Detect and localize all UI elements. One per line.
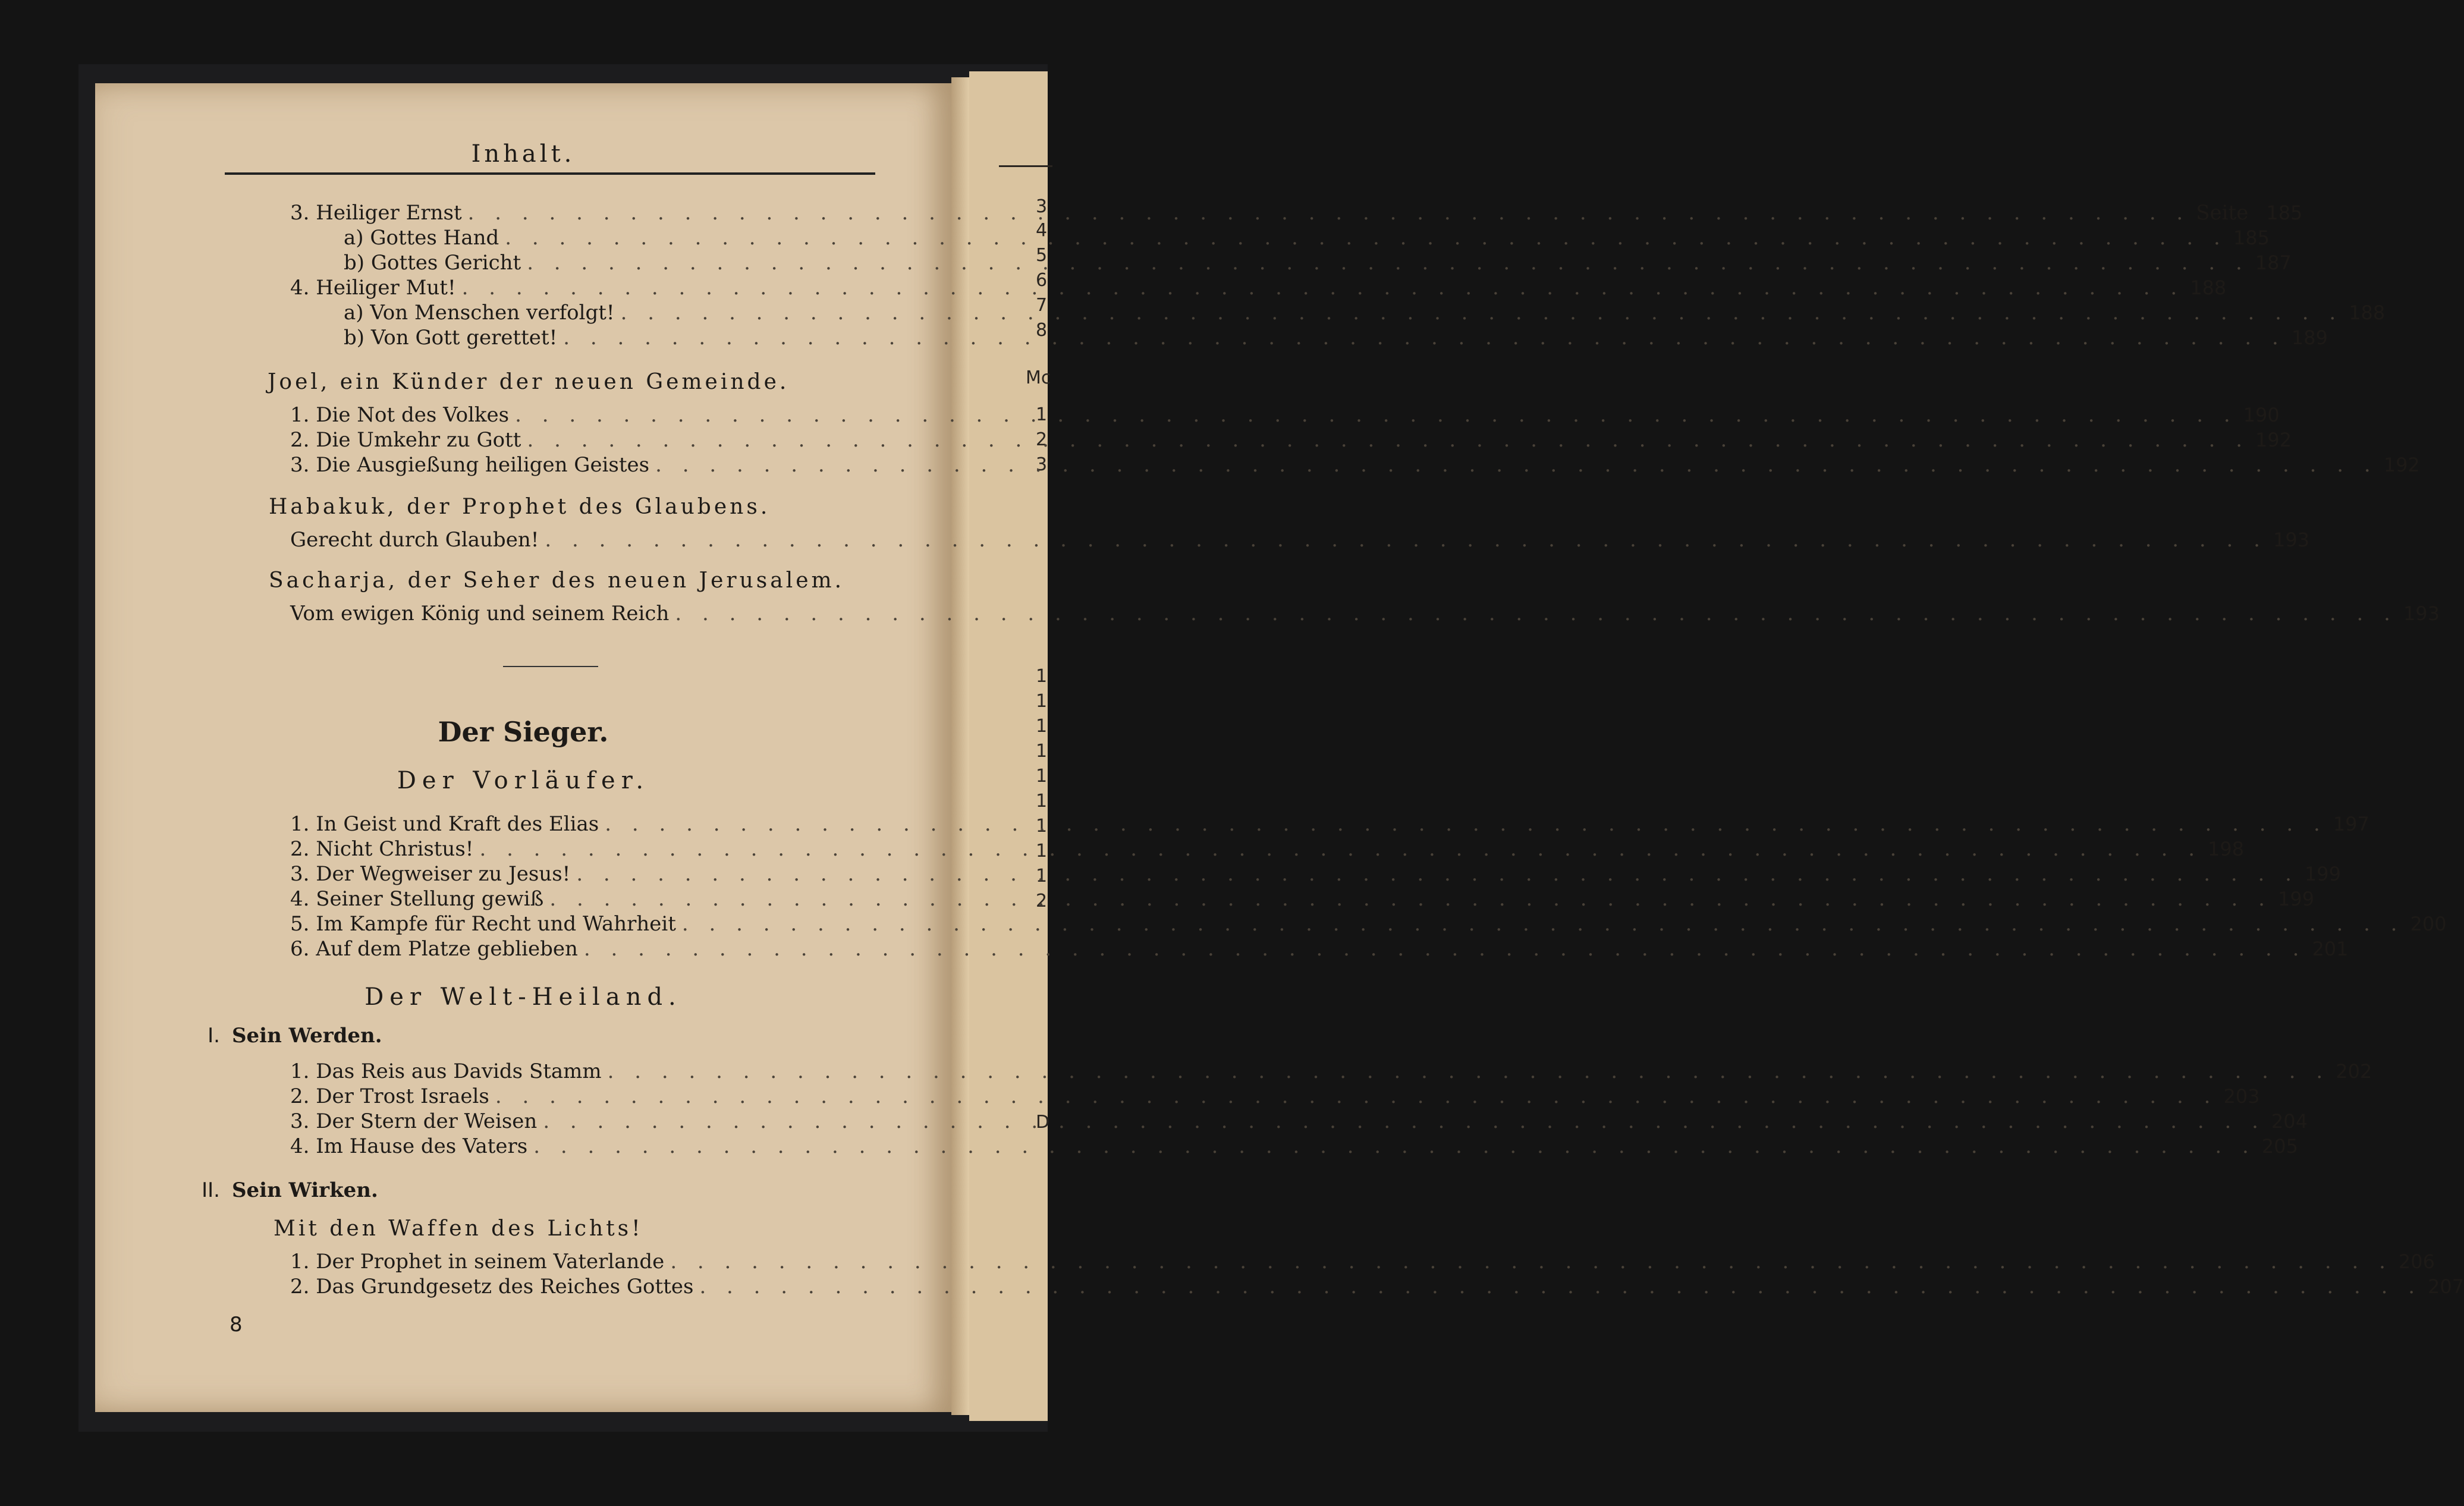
part-title: Sein Wirken. [232,1178,378,1202]
toc-entry [290,1134,2298,1158]
leader-dots [605,812,2327,836]
toc-entry-page: 185 [2233,227,2270,249]
toc-entry-label: 1. In Geist und Kraft des Elias [290,812,599,836]
toc-entry-page: 200 [2410,913,2447,935]
toc-entry [290,201,2303,225]
toc-entry-label: 3. Der Stern der Weisen [290,1109,538,1133]
toc-entry-page: 193 [2403,602,2440,625]
toc-entry-page: 187 [2255,251,2292,274]
facing-page-header-rule [999,165,1052,167]
toc-entry-label: b) Von Gott gerettet! [344,326,558,350]
toc-entry-page: 193 [2273,529,2310,551]
leader-dots [545,528,2267,552]
toc-entry-page: 204 [2271,1110,2308,1133]
header-rule [225,172,875,175]
leader-dots [655,453,2378,477]
toc-entry-label: Vom ewigen König und seinem Reich [290,602,670,625]
toc-entry [290,812,2369,836]
toc-entry-label: 2. Das Grundgesetz des Reiches Gottes [290,1275,694,1299]
toc-entry [290,1084,2260,1108]
facing-page-fragment: 1 [1036,666,1048,687]
section-heading-habakuk: Habakuk, der Prophet des Glaubens. [269,495,771,519]
toc-entry-page: 202 [2336,1060,2372,1083]
leader-dots [670,1250,2393,1274]
part-heading-werden [184,1024,382,1048]
section-heading-vorlaeufer: Der Vorläufer. [397,767,650,794]
toc-entry-page: 207 [2428,1275,2464,1298]
part-number: I. [208,1024,220,1048]
facing-page-fragment: 2 [1036,891,1048,911]
page-header: Inhalt. [471,140,576,168]
seite-label: Seite [2196,201,2249,225]
facing-page-fragment: 1 [1036,691,1048,712]
toc-entry-label: 1. Das Reis aus Davids Stamm [290,1059,602,1083]
facing-page-fragment: 1 [1036,816,1048,837]
toc-entry-page: 189 [2291,326,2328,349]
leader-dots [621,301,2343,325]
toc-entry-page: 185 [2266,202,2303,224]
toc-entry-label: 4. Seiner Stellung gewiß [290,887,544,911]
leader-dots [527,428,2249,452]
leader-dots [675,602,2397,625]
toc-entry [290,1059,2372,1083]
toc-entry-page: 188 [2349,301,2386,324]
facing-page-fragment: 3 [1036,454,1048,475]
facing-page-fragment: 6 [1036,270,1048,291]
toc-entry [290,862,2341,886]
toc-entry-page: 192 [2255,429,2292,451]
toc-entry-page: 197 [2333,813,2369,835]
toc-entry-label: b) Gottes Gericht [344,251,521,275]
toc-entry-label: 2. Nicht Christus! [290,837,474,861]
leader-dots [462,276,2185,300]
toc-entry-label: 5. Im Kampfe für Recht und Wahrheit [290,912,676,936]
section-heading-sacharja: Sacharja, der Seher des neuen Jerusalem. [269,568,845,593]
facing-page-fragment: 2 [1036,429,1048,450]
facing-page-fragment: D [1036,1112,1050,1133]
toc-entry-label: 3. Die Ausgießung heiligen Geistes [290,453,650,477]
toc-entry-label: 1. Der Prophet in seinem Vaterlande [290,1250,665,1274]
leader-dots [533,1134,2256,1158]
part-heading-wirken [184,1178,378,1202]
leader-dots [563,326,2286,350]
leader-dots [584,937,2306,961]
leader-dots [515,403,2237,427]
facing-page-fragment: 4 [1036,220,1048,241]
toc-entry-page: 203 [2223,1085,2260,1108]
toc-entry-page: 199 [2277,888,2315,910]
toc-entry-page: 201 [2312,938,2349,960]
toc-entry-page: 199 [2304,863,2341,885]
section-separator [503,666,598,667]
toc-entry-label: 2. Die Umkehr zu Gott [290,428,521,452]
section-heading-weltheiland: Der Welt-Heiland. [364,983,682,1011]
toc-entry-page: 206 [2398,1250,2435,1273]
sub-heading-waffen: Mit den Waffen des Lichts! [274,1216,643,1241]
toc-entry [344,326,2328,350]
toc-entry [290,602,2440,625]
part-number: II. [202,1178,220,1202]
facing-page-fragment: 1 [1036,716,1048,737]
toc-entry [290,428,2292,452]
leader-dots [479,837,2202,861]
toc-entry-page: 198 [2208,838,2245,860]
leader-dots [699,1275,2422,1299]
toc-entry-label: 4. Im Hause des Vaters [290,1134,528,1158]
toc-entry-page: 205 [2261,1135,2298,1158]
toc-entry-label: 1. Die Not des Volkes [290,403,510,427]
facing-page-fragment: 1 [1036,741,1048,762]
part-title: Sein Werden. [232,1024,382,1048]
facing-page-fragment: 1 [1036,841,1048,862]
facing-page-fragment: 1 [1036,404,1048,425]
toc-entry [290,937,2349,961]
toc-entry [290,837,2245,861]
toc-entry-label: 3. Der Wegweiser zu Jesus! [290,862,571,886]
toc-entry [344,251,2292,275]
toc-entry [290,912,2447,936]
toc-entry [290,276,2227,300]
toc-entry-label: 2. Der Trost Israels [290,1084,489,1108]
leader-dots [608,1059,2330,1083]
toc-entry [290,1250,2435,1274]
toc-entry [290,528,2310,552]
toc-entry-label: a) Gottes Hand [344,226,499,250]
toc-entry-label: Gerecht durch Glauben! [290,528,539,552]
leader-dots [505,226,2227,250]
leader-dots [576,862,2299,886]
part-title-sieger: Der Sieger. [438,716,609,748]
leader-dots [543,1109,2265,1133]
page-number: 8 [230,1313,243,1337]
leader-dots [549,887,2272,911]
facing-page-fragment: 1 [1036,791,1048,812]
toc-entry-page: 190 [2243,404,2280,426]
facing-page-fragment: 8 [1036,320,1048,341]
toc-entry [344,226,2270,250]
leader-dots [527,251,2249,275]
toc-entry [290,1275,2464,1299]
facing-page-fragment: 1 [1036,766,1048,787]
leader-dots [468,201,2190,225]
leader-dots [495,1084,2218,1108]
toc-entry-label: 4. Heiliger Mut! [290,276,456,300]
toc-entry-label: a) Von Menschen verfolgt! [344,301,615,325]
toc-entry [290,453,2420,477]
toc-entry [344,301,2386,325]
toc-entry-label: 3. Heiliger Ernst [290,201,462,225]
toc-entry [290,1109,2308,1133]
facing-page-fragment: 5 [1036,245,1048,266]
section-heading-joel: Joel, ein Künder der neuen Gemeinde. [268,370,790,394]
facing-page-fragment: Mc [1026,367,1051,388]
toc-entry-page: 192 [2383,454,2420,476]
toc-entry [290,403,2280,427]
facing-page-fragment: 1 [1036,866,1048,886]
facing-page-fragment: 3 [1036,196,1048,217]
facing-page-fragment: 7 [1036,295,1048,316]
toc-entry [290,887,2315,911]
toc-entry-page: 188 [2190,276,2227,299]
leader-dots [682,912,2405,936]
toc-entry-label: 6. Auf dem Platze geblieben [290,937,578,961]
